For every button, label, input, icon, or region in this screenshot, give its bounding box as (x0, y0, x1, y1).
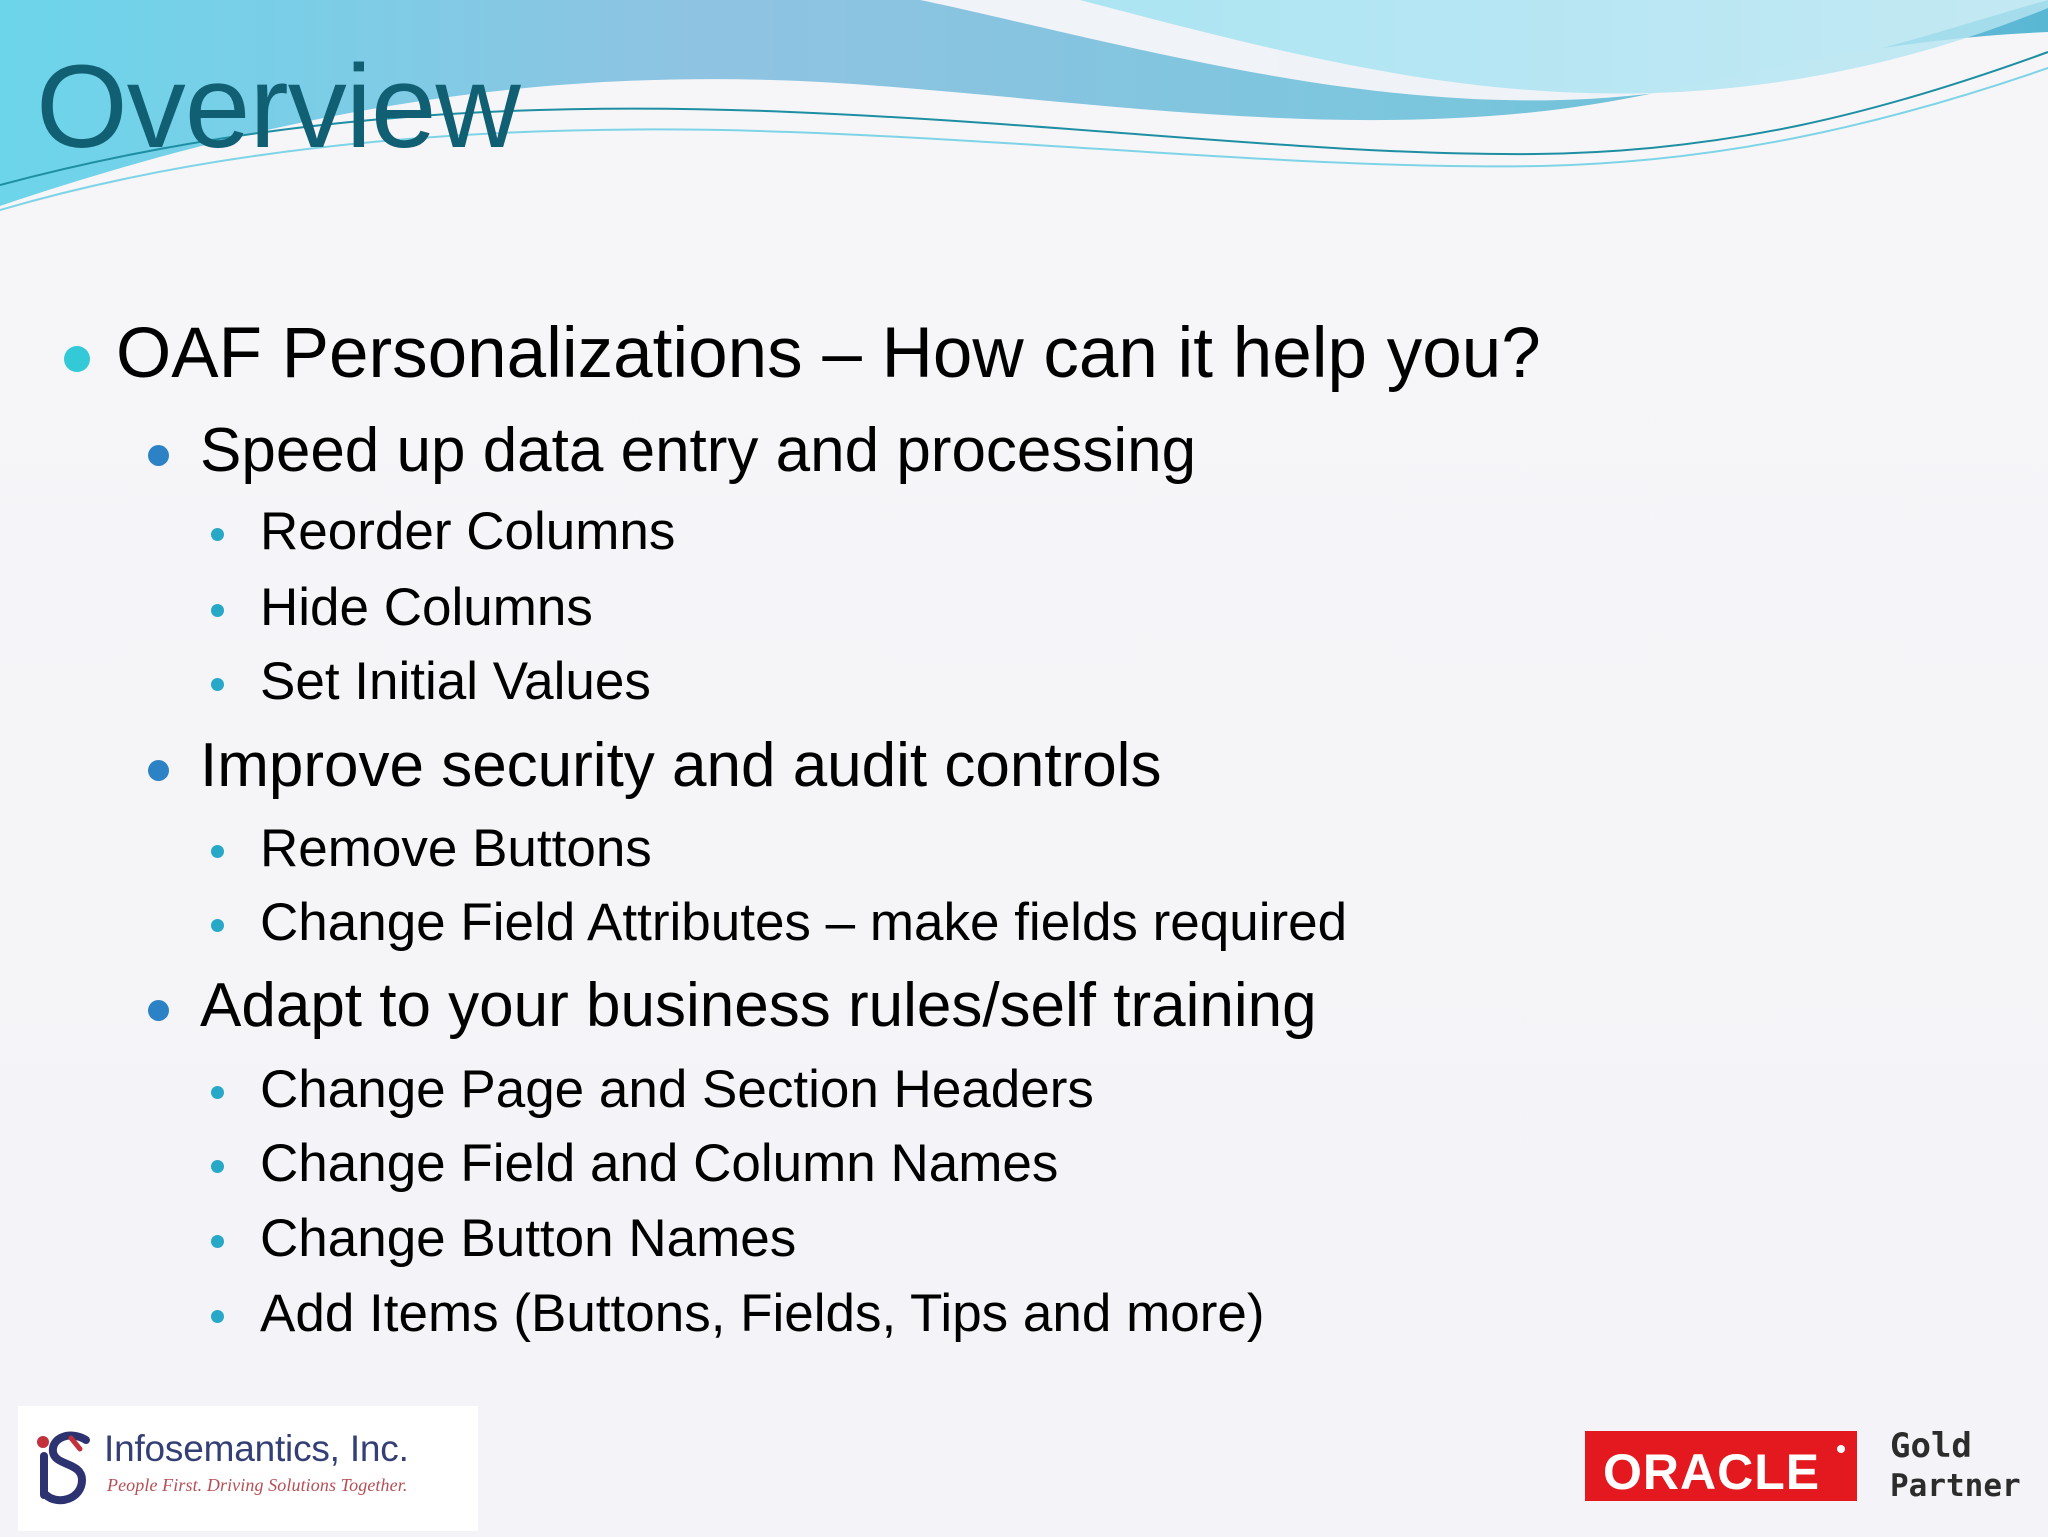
list-item (260, 1209, 797, 1268)
oracle-wordmark: ORACLE (1603, 1444, 1821, 1500)
list-bullet-dot (211, 528, 224, 541)
section-heading-text: Improve security and audit controls (200, 731, 1162, 800)
registered-mark-icon (1837, 1445, 1845, 1453)
section-bullet-dot (148, 445, 169, 466)
section-heading-text: Speed up data entry and processing (200, 416, 1197, 485)
oracle-logo-icon (1585, 1431, 1857, 1501)
list-item-text: Change Field and Column Names (260, 1134, 1059, 1193)
list-bullet-dot (211, 1160, 224, 1173)
list-item (260, 652, 651, 711)
list-item-text: Change Page and Section Headers (260, 1060, 1094, 1119)
list-item (260, 1060, 1094, 1119)
list-item-text: Change Field Attributes – make fields required (260, 893, 1348, 952)
list-item-text: Hide Columns (260, 578, 593, 637)
section-bullet-dot (148, 1000, 169, 1021)
list-item-text: Change Button Names (260, 1209, 797, 1268)
list-bullet-dot (211, 678, 224, 691)
company-name: Infosemantics, Inc. (104, 1428, 409, 1469)
section-bullet-dot (148, 760, 169, 781)
list-item (260, 578, 593, 637)
list-item (260, 1284, 1265, 1343)
list-item-text: Add Items (Buttons, Fields, Tips and more) (260, 1284, 1265, 1343)
list-bullet-dot (211, 1235, 224, 1248)
list-bullet-dot (211, 1310, 224, 1323)
infosemantics-logo-icon (28, 1424, 103, 1514)
list-bullet-dot (211, 845, 224, 858)
list-item-text: Reorder Columns (260, 502, 676, 561)
list-item-text: Remove Buttons (260, 819, 652, 878)
main-bullet-text: OAF Personalizations – How can it help you? (116, 314, 1541, 393)
slide-title: Overview (36, 41, 520, 173)
infosemantics-logo (18, 1406, 478, 1531)
section-heading-text: Adapt to your business rules/self training (200, 971, 1317, 1040)
list-bullet-dot (211, 919, 224, 932)
list-item (260, 893, 1348, 952)
list-bullet-dot (211, 1086, 224, 1099)
section-heading-1 (200, 416, 1197, 485)
list-item-text: Set Initial Values (260, 652, 651, 711)
list-item (260, 819, 652, 878)
list-bullet-dot (211, 604, 224, 617)
section-heading-3 (200, 971, 1317, 1040)
main-bullet-dot (64, 346, 90, 372)
section-heading-2 (200, 731, 1162, 800)
main-bullet (116, 314, 1541, 393)
oracle-logo (1585, 1426, 2021, 1507)
list-item (260, 502, 676, 561)
list-item (260, 1134, 1059, 1193)
partner-label: Partner (1890, 1468, 2021, 1504)
gold-label: Gold (1890, 1426, 1972, 1466)
company-tagline: People First. Driving Solutions Together. (107, 1475, 408, 1495)
